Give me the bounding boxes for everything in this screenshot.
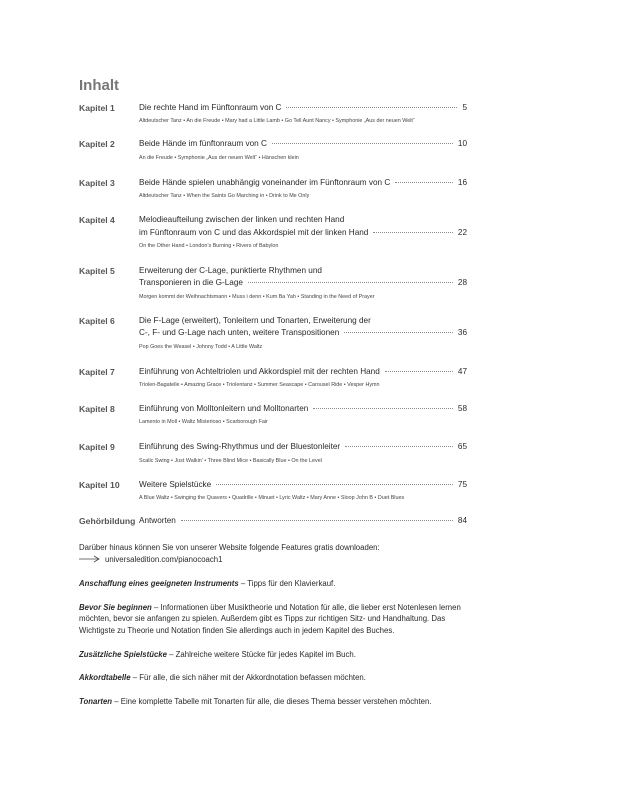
song-list: A Blue Waltz • Swinging the Quavers • Quadrille • Minuet • Lyric Waltz • Mary Anne • Sloop John B • Duet Blues <box>139 495 405 502</box>
chapter-title-line <box>139 138 467 150</box>
chapter-body <box>139 366 467 389</box>
dot-leader <box>286 107 457 108</box>
dot-leader <box>395 182 453 183</box>
toc-entry <box>79 102 467 125</box>
chapter-title: Antworten <box>139 516 176 526</box>
chapter-title-line <box>139 214 467 226</box>
toc-entry <box>79 441 467 464</box>
page-number: 5 <box>462 103 467 112</box>
chapter-title: Erweiterung der C-Lage, punktierte Rhythmen und <box>139 266 322 276</box>
dot-leader <box>181 520 453 521</box>
chapter-label: Kapitel 4 <box>79 215 115 226</box>
chapter-label: Kapitel 8 <box>79 404 115 415</box>
chapter-title: Weitere Spielstücke <box>139 479 212 489</box>
dot-leader <box>216 484 453 485</box>
chapter-title-line <box>139 177 467 189</box>
arrow-right-icon <box>79 555 101 563</box>
chapter-body <box>139 515 467 527</box>
chapter-body <box>139 403 467 426</box>
toc-entry <box>79 214 467 250</box>
website-line <box>79 554 469 566</box>
chapter-label: Kapitel 9 <box>79 442 115 453</box>
chapter-title-line <box>139 515 467 527</box>
chapter-title-line <box>139 479 467 491</box>
chapter-title: Einführung des Swing-Rhythmus und der Bluestonleiter <box>139 442 341 452</box>
chapter-title-line <box>139 315 467 327</box>
feature-item <box>79 578 469 590</box>
chapter-title: Einführung von Achteltriolen und Akkordspiel mit der rechten Hand <box>139 366 380 376</box>
feature-name: Akkordtabelle <box>79 673 131 683</box>
feature-description: – Tipps für den Klavierkauf. <box>238 579 336 589</box>
chapter-body <box>139 138 467 161</box>
chapter-title-line <box>139 441 467 453</box>
chapter-title: Beide Hände im fünftonraum von C <box>139 139 267 149</box>
chapter-title-line <box>139 403 467 415</box>
page-number: 16 <box>457 177 467 187</box>
feature-description: – Eine komplette Tabelle mit Tonarten für alle, die dieses Thema besser verstehen möchten. <box>112 696 432 706</box>
chapter-title-line <box>139 102 467 114</box>
page-number: 58 <box>457 404 467 414</box>
chapter-label: Kapitel 10 <box>79 479 120 490</box>
website-link[interactable]: universaledition.com/pianocoach1 <box>105 554 223 564</box>
chapter-title: Beide Hände spielen unabhängig voneinander im Fünftonraum von C <box>139 177 391 187</box>
feature-name: Zusätzliche Spielstücke <box>79 649 167 659</box>
downloads-intro: Darüber hinaus können Sie von unserer Website folgende Features gratis downloaden: <box>79 543 380 552</box>
chapter-body <box>139 102 467 125</box>
song-list: Pop Goes the Weasel • Johnny Todd • A Little Waltz <box>139 343 263 350</box>
chapter-title: Transponieren in die G-Lage <box>139 278 243 288</box>
dot-leader <box>373 232 453 233</box>
feature-item <box>79 602 469 637</box>
page-number: 47 <box>457 366 467 376</box>
page-title: Inhalt <box>79 77 119 94</box>
toc-entry <box>79 315 467 351</box>
chapter-label: Kapitel 2 <box>79 139 115 150</box>
dot-leader <box>344 332 453 333</box>
chapter-title: C-, F- und G-Lage nach unten, weitere Transpositionen <box>139 328 340 338</box>
song-list: Morgen kommt der Weihnachtsmann • Muss i denn • Kum Ba Yah • Standing in the Need of Prayer <box>139 293 375 300</box>
page-number: 36 <box>457 328 467 338</box>
chapter-body <box>139 265 467 301</box>
chapter-title-line <box>139 265 467 277</box>
table-of-contents <box>79 102 467 528</box>
chapter-label: Kapitel 5 <box>79 266 115 277</box>
chapter-title: Die rechte Hand im Fünftonraum von C <box>139 103 282 112</box>
dot-leader <box>313 408 453 409</box>
chapter-label: Kapitel 6 <box>79 315 115 326</box>
page-number: 28 <box>457 278 467 288</box>
page-number: 65 <box>457 442 467 452</box>
chapter-title-line <box>139 277 467 289</box>
dot-leader <box>385 371 453 372</box>
downloads-section <box>79 542 469 719</box>
chapter-title-line <box>139 366 467 378</box>
toc-entry <box>79 138 467 161</box>
chapter-label: Gehörbildung <box>79 516 136 527</box>
song-list: Altdeutscher Tanz • An die Freude • Mary had a Little Lamb • Go Tell Aunt Nancy • Symphonie „Aus der neuen Welt“ <box>139 118 415 125</box>
feature-item <box>79 649 469 661</box>
toc-entry <box>79 177 467 200</box>
page-number: 75 <box>457 479 467 489</box>
chapter-title-line <box>139 227 467 239</box>
song-list: On the Other Hand • London’s Burning • Rivers of Babylon <box>139 243 279 250</box>
chapter-title: Melodieaufteilung zwischen der linken und rechten Hand <box>139 215 345 225</box>
chapter-label: Kapitel 1 <box>79 103 115 113</box>
feature-item <box>79 672 469 684</box>
song-list: Scalic Swing • Just Walkin’ • Three Blind Mice • Basically Blue • On the Level <box>139 457 322 464</box>
page-number: 84 <box>457 516 467 526</box>
chapter-title-line <box>139 327 467 339</box>
chapter-title: Einführung von Molltonleitern und Molltonarten <box>139 404 309 414</box>
chapter-label: Kapitel 7 <box>79 366 115 377</box>
feature-item <box>79 696 469 708</box>
feature-description: – Zahlreiche weitere Stücke für jedes Kapitel im Buch. <box>166 649 356 659</box>
feature-name: Anschaffung eines geeigneten Instruments <box>79 579 239 589</box>
song-list: Lamento in Moll • Waltz Misterioso • Scarborough Fair <box>139 419 268 426</box>
song-list: Triolen-Bagatelle • Amazing Grace • Triolentanz • Summer Seascape • Carousel Ride • Vesper Hymn <box>139 382 380 389</box>
chapter-title: im Fünftonraum von C und das Akkordspiel mit der linken Hand <box>139 227 369 237</box>
chapter-label: Kapitel 3 <box>79 177 115 188</box>
feature-name: Tonarten <box>79 696 113 706</box>
chapter-body <box>139 177 467 200</box>
feature-name: Bevor Sie beginnen <box>79 602 152 612</box>
toc-entry <box>79 403 467 426</box>
toc-entry <box>79 265 467 301</box>
feature-list <box>79 578 469 707</box>
chapter-title: Die F-Lage (erweitert), Tonleitern und Tonarten, Erweiterung der <box>139 315 371 325</box>
dot-leader <box>272 143 453 144</box>
chapter-body <box>139 441 467 464</box>
chapter-body <box>139 214 467 250</box>
song-list: An die Freude • Symphonie „Aus der neuen Welt“ • Hänschen klein <box>139 154 299 161</box>
feature-description: – Informationen über Musiktheorie und Notation für alle, die lieber erst Notenlesen lernen möchten, bevor sie anfangen zu spielen. Außerdem gibt es Tipps zur richtigen Sitz- und Handhaltung. Das Wichtigste zu Theorie und Notation finden Sie allerdings auch in jedem Kapitel des Buches. <box>79 602 461 635</box>
song-list: Altdeutscher Tanz • When the Saints Go Marching in • Drink to Me Only <box>139 193 310 200</box>
chapter-body <box>139 479 467 502</box>
feature-description: – Für alle, die sich näher mit der Akkordnotation befassen möchten. <box>130 673 366 683</box>
page-number: 22 <box>457 227 467 237</box>
toc-entry <box>79 366 467 389</box>
chapter-body <box>139 315 467 351</box>
toc-entry <box>79 479 467 502</box>
dot-leader <box>248 282 453 283</box>
page-number: 10 <box>457 139 467 149</box>
dot-leader <box>345 446 453 447</box>
toc-entry <box>79 515 467 527</box>
